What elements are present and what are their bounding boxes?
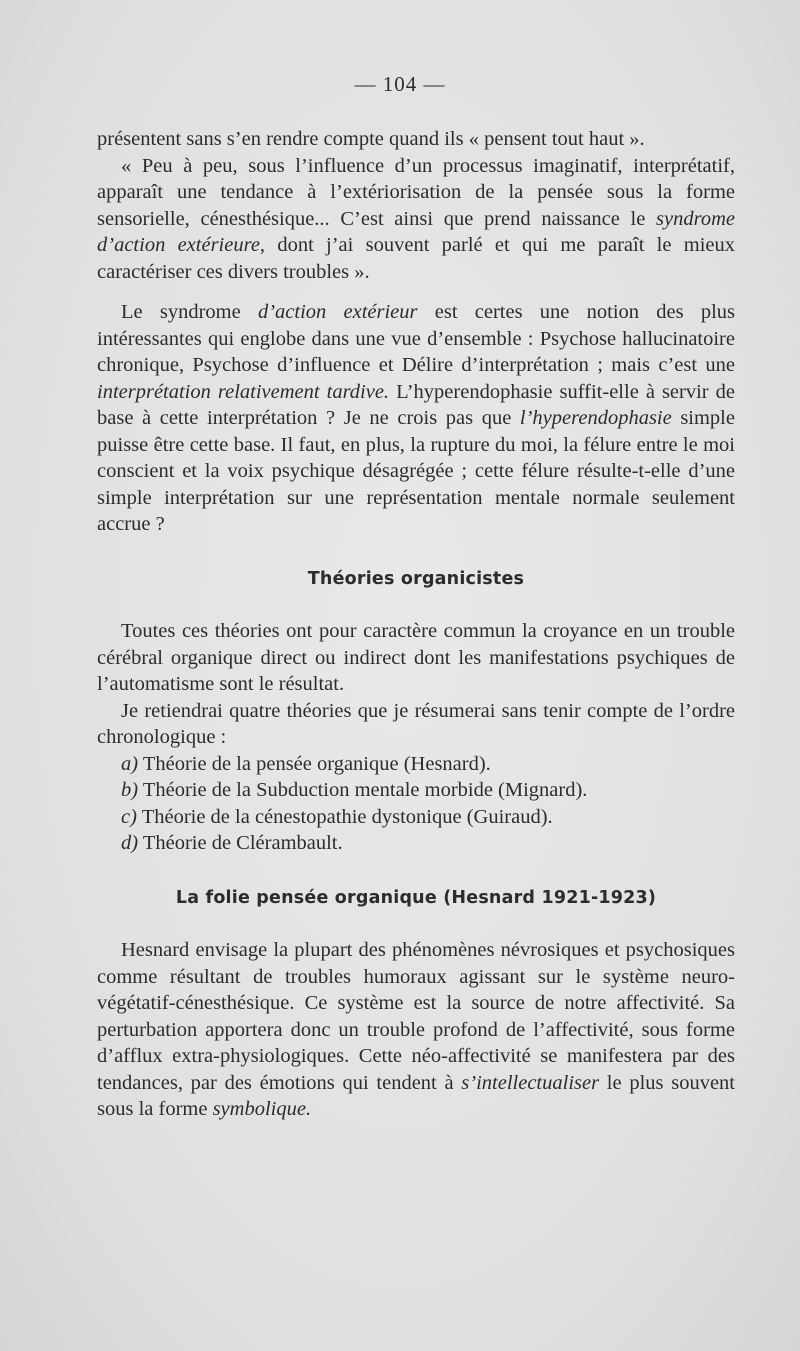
italic-term: l’hyperendophasie <box>519 407 672 429</box>
list-item: d) Théorie de Clérambault. <box>121 832 343 854</box>
page-number: — 104 — <box>354 72 446 96</box>
paragraph-four-theories: Je retiendrai quatre théories que je résumerai sans tenir compte de l’ordre chronologique : <box>97 699 735 748</box>
list-item: a) Théorie de la pensée organique (Hesnard). <box>121 752 491 775</box>
italic-term: symbolique. <box>212 1098 312 1120</box>
paragraph-organicist: Toutes ces théories ont pour caractère commun la croyance en un trouble cérébral organique direct ou indirect dont les manifestations psychiques de l’automatisme sont le résultat. <box>97 620 735 695</box>
italic-term: s’intellectualiser <box>461 1071 600 1094</box>
list-marker: b) <box>121 779 139 801</box>
list-marker: a) <box>121 752 139 775</box>
list-marker: c) <box>121 805 137 828</box>
theory-list <box>97 751 735 857</box>
italic-term: syndrome d’action extérieure, <box>97 207 735 256</box>
paragraph-quote: « Peu à peu, sous l’influence d’un processus imaginatif, interprétatif, apparaît une tendance à l’extériorisation de la pensée sous la forme sensorielle, cénesthésique... C’est ainsi que prend naissance le syndrome d’action extérieure, dont j’ai souvent parlé et qui me paraît le mieux caractériser ces divers troubles ». <box>97 154 735 283</box>
italic-term: d’action extérieur <box>257 301 418 323</box>
paragraph-syndrome: Le syndrome d’action extérieur est certes une notion des plus intéressantes qui englobe dans une vue d’ensemble : Psychose hallucinatoire chronique, Psychose d’influence et Délire d’interprétation ; mais c’est une interprétation relativement tardive. L’hyperendophasie suffit-elle à servir de base à cette interprétation ? Je ne crois pas que l’hyperendophasie simple puisse être cette base. Il faut, en plus, la rupture du moi, la félure entre le moi conscient et la voix psychique désagrégée ; cette félure résulte-t-elle d’une simple interprétation sur une représentation mentale normale seulement accrue ? <box>97 301 735 535</box>
list-item: c) Théorie de la cénestopathie dystonique (Guiraud). <box>121 805 553 828</box>
text-column <box>97 126 735 1123</box>
list-item: b) Théorie de la Subduction mentale morbide (Mignard). <box>121 779 588 801</box>
section-heading: La folie pensée organique (Hesnard 1921-1923) <box>175 887 657 908</box>
italic-term: interprétation relativement tardive. <box>97 380 390 403</box>
paragraph-hesnard: Hesnard envisage la plupart des phénomènes névrosiques et psychosiques comme résultant de troubles humoraux agissant sur le système neuro-végétatif-cénesthésique. Ce système est la source de notre affectivité. Sa perturbation apportera donc un trouble profond de l’affectivité, sous forme d’afflux extra-physiologiques. Cette néo-affectivité se manifestera par des tendances, par des émotions qui tendent à s’intellectualiser le plus souvent sous la forme symbolique. <box>97 939 735 1120</box>
paragraph-continuation: présentent sans s’en rendre compte quand ils « pensent tout haut ». <box>97 128 645 150</box>
list-marker: d) <box>121 832 139 854</box>
section-heading: Théories organicistes <box>307 568 525 589</box>
